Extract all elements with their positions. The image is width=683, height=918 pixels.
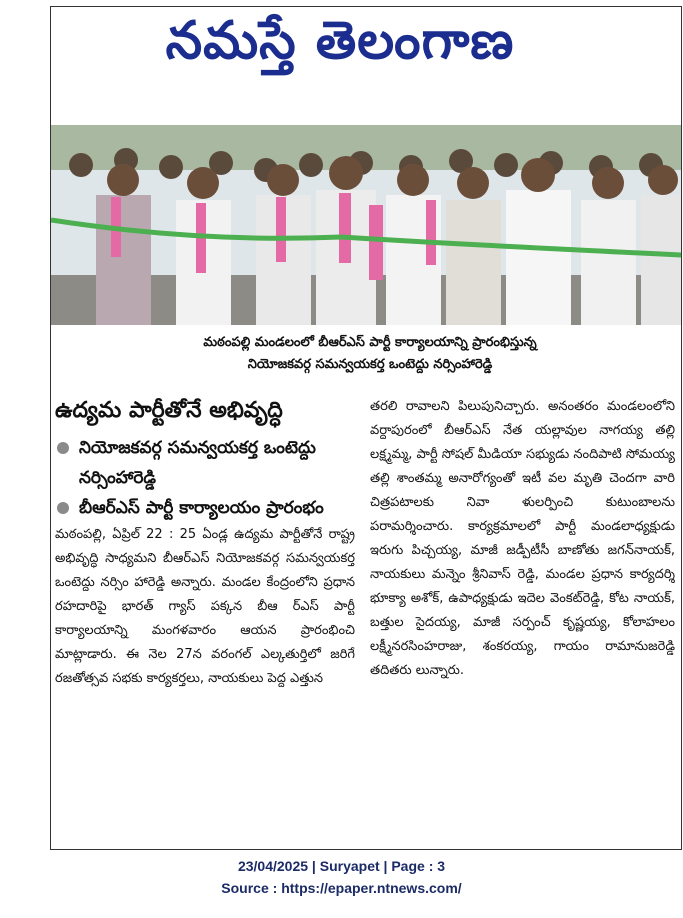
bullet-dot-icon <box>57 502 69 514</box>
article-bullet <box>55 433 355 493</box>
article-headline: ఉద్యమ పార్టీతోనే అభివృద్ధి <box>55 398 283 423</box>
article-body-right: తరలి రావాలని పిలుపునిచ్చారు. అనంతరం మండలంలోని వర్దాపురంలో బీఆర్ఎస్ నేత యల్లావుల నాగయ్య తల్లి లక్ష్మమ్మ, పార్టీ సోషల్ మీడియా సభ్యుడు నందిపాటి సోమయ్య తల్లి శాంతమ్మ అనారోగ్యంతో ఇటీ వల మృతి చెందగా వారి చిత్రపటాలకు నివా ళులర్పించి కుటుంబాలను పరామర్శించారు. కార్యక్రమాలలో పార్టీ మండలాధ్యక్షుడు ఇరుగు పిచ్చయ్య, మాజీ జడ్పీటీసీ బాణోతు జగన్‌నాయక్, నాయకులు మన్నెం శ్రీనివాస్ రెడ్డి, మండల ప్రధాన కార్యదర్శి భూక్యా అశోక్, ఉపాధ్యక్షుడు ఇదెల వెంకట్‌రెడ్డి, కోట నాయక్, బత్తుల సైదయ్య, మాజీ సర్పంచ్ కృష్ణయ్య, కోలాహలం లక్ష్మీనరసింహరాజు, శంకరయ్య, గాయం రామానుజరెడ్డి తదితరు లున్నారు. <box>370 399 675 678</box>
newspaper-masthead: నమస్తే తెలంగాణ <box>165 11 515 71</box>
ribbon-cutting-photo <box>51 125 681 325</box>
caption-line-1: మఠంపల్లి మండలంలో బీఆర్ఎస్ పార్టీ కార్యాలయాన్ని ప్రారంభిస్తున్న <box>203 335 537 350</box>
source-link[interactable]: Source : https://epaper.ntnews.com/ <box>221 880 462 896</box>
edition-info: 23/04/2025 | Suryapet | Page : 3 <box>237 858 446 874</box>
page-footer <box>0 855 683 911</box>
bullet-text: నియోజకవర్గ సమన్వయకర్త ఒంటెద్దు నర్సింహారెడ్డి <box>79 438 316 488</box>
article-bullet <box>55 493 355 523</box>
news-photo <box>51 125 681 325</box>
article-left-column <box>55 395 355 845</box>
photo-caption <box>125 332 615 382</box>
bullet-dot-icon <box>57 442 69 454</box>
caption-line-2: నియోజకవర్గ సమన్వయకర్త ఒంటెద్దు నర్సింహారెడ్డి <box>247 357 493 372</box>
bullet-text: బీఆర్ఎస్ పార్టీ కార్యాలయం ప్రారంభం <box>79 498 324 518</box>
article-body-left: మఠంపల్లి, ఏప్రిల్ 22 : 25 ఏండ్ల ఉద్యమ పార్టీతోనే రాష్ట్ర అభివృద్ధి సాధ్యమని బీఆర్ఎస్ నియోజకవర్గ సమన్వయకర్త ఒంటెద్దు నర్సిం హారెడ్డి అన్నారు. మండల కేంద్రంలోని ప్రధాన రహదారిపై భారత్ గ్యాస్ పక్కన బీఆ ర్ఎస్ పార్టీ కార్యాలయాన్ని మంగళవారం ఆయన ప్రారంభించి మాట్లాడారు. ఈ నెల 27న వరంగల్ ఎల్కతుర్తిలో జరిగే రజతోత్సవ సభకు కార్యకర్తలు, నాయకులు పెద్ద ఎత్తున <box>55 527 355 686</box>
